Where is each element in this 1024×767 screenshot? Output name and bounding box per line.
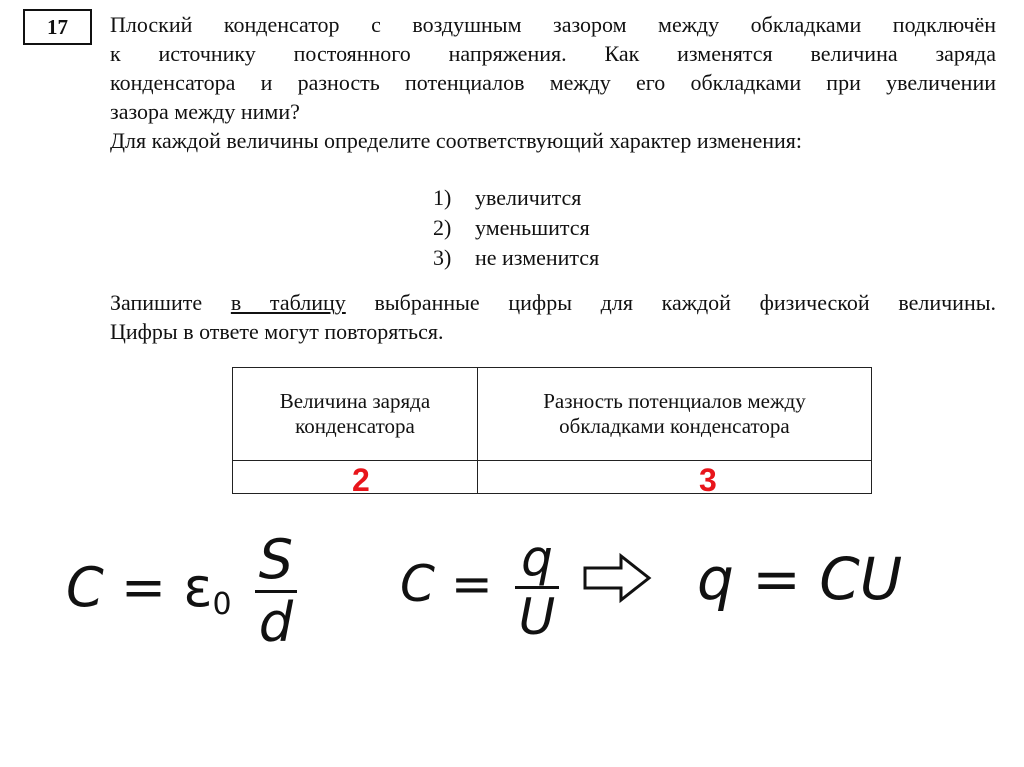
formula-numerator: q [521,529,553,587]
option-number: 1) [433,185,452,210]
option-number: 2) [433,215,452,240]
formula-fraction [515,530,560,645]
table-answer-row [233,461,872,494]
options-list [433,183,599,273]
implies-arrow-icon [581,550,653,606]
instruction-text [110,288,996,346]
table-header-charge: Величина заряда конденсатора [233,368,478,461]
formula-equals: = [450,555,493,613]
instruction-underlined: в таблицу [230,290,346,315]
question-line: к источнику постоянного напряжения. Как изменятся величина заряда [110,41,996,66]
answer-digit-potential: 3 [699,462,717,498]
table-header-potential: Разность потенциалов между обкладками конденсатора [477,368,871,461]
question-text [110,10,996,155]
option-item [433,183,599,213]
question-line: конденсатора и разность потенциалов между его обкладками при увеличении [110,70,996,95]
question-line: Для каждой величины определите соответствующий характер изменения: [110,128,803,153]
instruction-line [110,288,996,317]
formula-denominator: d [258,591,294,654]
question-line: Плоский конденсатор с воздушным зазором между обкладками подключён [110,12,996,37]
answer-cell-potential [477,461,871,494]
formula-denominator: U [518,588,556,646]
instruction-line: Цифры в ответе могут повторяться. [110,319,444,344]
formula-lhs: C [400,555,435,613]
formula-epsilon: ε [183,556,213,620]
formula-epsilon-subscript: 0 [212,587,232,623]
formula-numerator: S [258,528,294,591]
option-item [433,243,599,273]
option-text: не изменится [475,245,600,270]
question-line: зазора между ними? [110,99,300,124]
answer-table [232,367,872,494]
instruction-part: Запишите [110,290,231,315]
instruction-part: выбранные цифры для каждой физической величины. [345,290,996,315]
formula-equals: = [120,556,167,620]
table-header-row [233,368,872,461]
formula-capacitance-geometry [66,530,297,653]
formula-lhs: C [66,556,104,620]
answer-digit-charge: 2 [352,462,370,498]
formula-charge: q = CU [697,545,903,613]
formula-fraction [255,530,297,653]
option-item [433,213,599,243]
formula-capacitance-definition [400,530,559,645]
task-number-box: 17 [23,9,92,45]
option-text: уменьшится [475,215,590,240]
option-number: 3) [433,245,452,270]
option-text: увеличится [475,185,582,210]
